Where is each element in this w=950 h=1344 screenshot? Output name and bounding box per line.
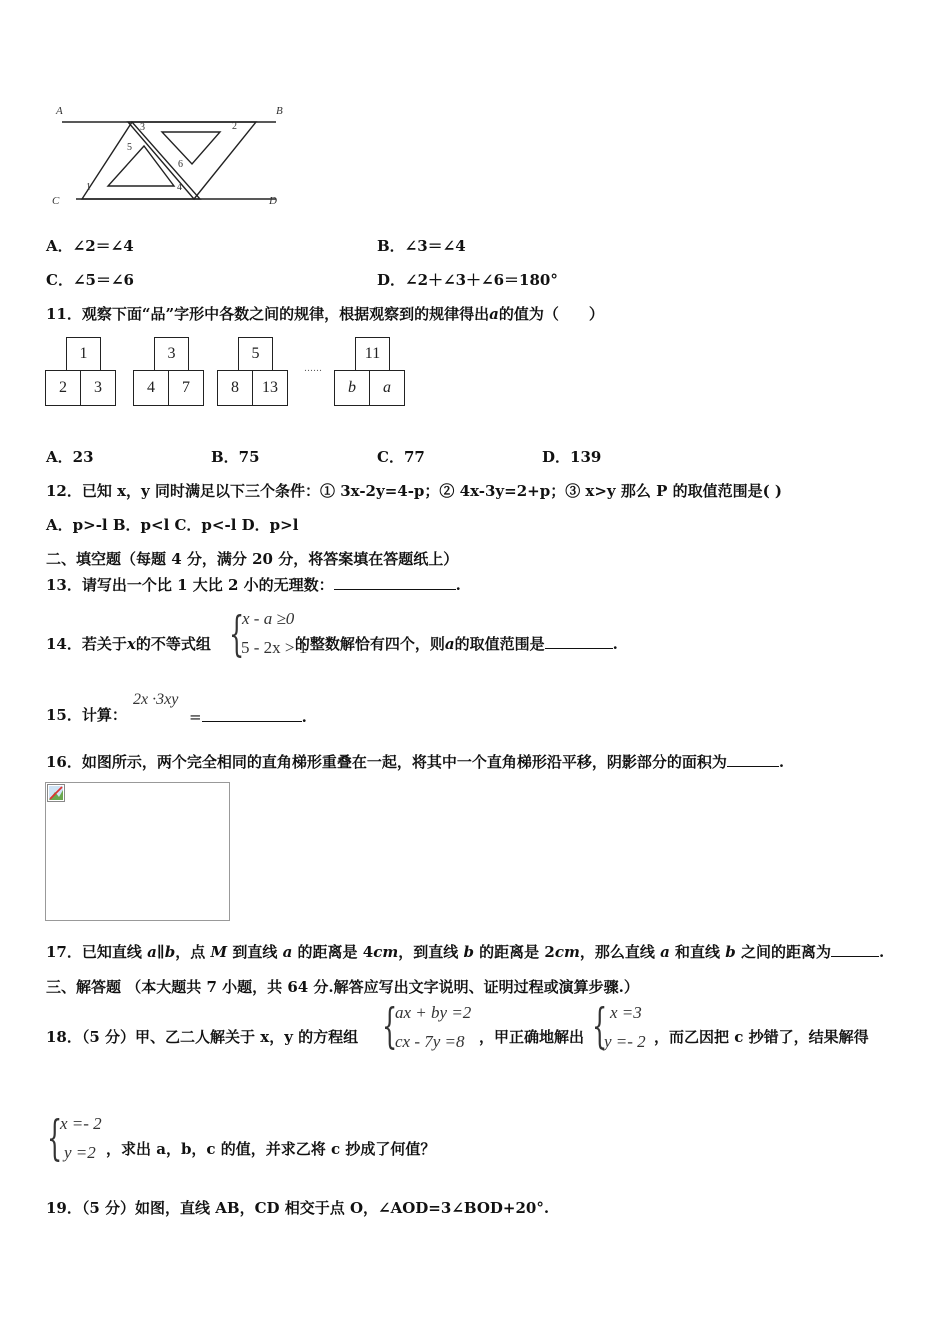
q16-stem xyxy=(46,752,784,772)
broken-image-icon xyxy=(47,784,65,802)
q14-var-a: a xyxy=(444,635,455,653)
q11-g3-right: 13 xyxy=(252,370,288,406)
q10-option-b: B．∠3＝∠4 xyxy=(377,237,466,255)
q17-p4: 的距离是 4 xyxy=(292,943,374,961)
angle-5: 5 xyxy=(127,142,132,153)
q10-option-a: A．∠2＝∠4 xyxy=(46,237,134,255)
q11-option-d: D．139 xyxy=(542,448,602,466)
q18-pre: 18．（5 分）甲、乙二人解关于 x，y 的方程组 xyxy=(46,1028,359,1046)
q18-post: ，而乙因把 c 抄错了，结果解得 xyxy=(654,1028,869,1046)
q11-g4-left: b xyxy=(334,370,370,406)
q17-ab: a∥b xyxy=(147,943,176,961)
q14-pre: 14．若关于 xyxy=(46,635,127,653)
q17-p9: 之间的距离为 xyxy=(735,943,831,961)
q11-g1-left: 2 xyxy=(45,370,81,406)
q11-g2-right: 7 xyxy=(168,370,204,406)
q18-brace-3: { xyxy=(47,1110,63,1166)
triangle-right-outer xyxy=(128,122,256,199)
label-a: A xyxy=(56,105,63,117)
q15-expr: 2x ·3xy xyxy=(133,691,179,708)
q14-mid: 的不等式组 xyxy=(135,635,211,653)
q13-text: 13．请写出一个比 1 大比 2 小的无理数： xyxy=(46,576,334,594)
q18-sys1-line1: ax + by =2 xyxy=(395,1003,472,1022)
section-3-title: 三、解答题 （本大题共 7 小题，共 64 分.解答应写出文字说明、证明过程或演算步骤.） xyxy=(46,978,639,996)
q17-p7: ，那么直线 xyxy=(579,943,661,961)
q17-answer-blank[interactable] xyxy=(831,942,879,957)
q15-end: . xyxy=(301,708,307,726)
q14-post2: 的取值范围是 xyxy=(454,635,545,653)
q15-answer-blank[interactable] xyxy=(202,707,302,722)
q16-image-placeholder xyxy=(45,782,230,921)
q14-sys-line1: x - a ≥0 xyxy=(242,609,295,628)
q17-p6: 的距离是 2 xyxy=(473,943,555,961)
q18-brace-2: { xyxy=(592,998,608,1054)
q17-cm2: cm xyxy=(554,943,580,961)
q14-answer-blank[interactable] xyxy=(545,634,613,649)
q12-stem: 12．已知 x，y 同时满足以下三个条件：① 3x-2y=4-p；② 4x-3y=2+p；③ x>y 那么 P 的取值范围是( ) xyxy=(46,482,783,500)
q11-var-a: a xyxy=(489,305,499,323)
q16-text: 16．如图所示，两个完全相同的直角梯形重叠在一起，将其中一个直角梯形沿平移，阴影部分的面积为 xyxy=(46,753,727,771)
q13-end: . xyxy=(455,576,461,594)
q14-post1: 的整数解恰有四个，则 xyxy=(294,635,445,653)
q18-sys2-line2: y =- 2 xyxy=(604,1032,646,1051)
triangle-right-inner xyxy=(162,132,220,164)
q14-stem xyxy=(46,634,618,654)
q11-stem-post: 的值为（ ） xyxy=(498,305,604,323)
label-c: C xyxy=(52,195,60,207)
q17-p5: ，到直线 xyxy=(398,943,464,961)
q11-option-b: B．75 xyxy=(211,448,260,466)
q17-cm1: cm xyxy=(373,943,399,961)
q18-post2: ，求出 a，b，c 的值，并求乙将 c 抄成了何值？ xyxy=(106,1140,436,1158)
q17-a2: a xyxy=(660,943,670,961)
angle-4: 4 xyxy=(177,182,182,193)
label-b: B xyxy=(276,105,283,117)
q15-stem xyxy=(46,705,127,725)
q16-answer-blank[interactable] xyxy=(727,752,779,767)
q16-end: . xyxy=(778,753,785,771)
q11-g3-left: 8 xyxy=(217,370,253,406)
angle-1: 1 xyxy=(86,182,91,193)
q11-g2-top: 3 xyxy=(154,337,189,371)
angle-3: 3 xyxy=(140,122,145,133)
q11-ellipsis: …… xyxy=(304,364,322,374)
label-d: D xyxy=(269,195,277,207)
q10-figure xyxy=(44,96,294,211)
q11-stem-pre: 11．观察下面“品”字形中各数之间的规律，根据观察到的规律得出 xyxy=(46,305,490,323)
q11-g1-top: 1 xyxy=(66,337,101,371)
q18-sys2-line1: x =3 xyxy=(610,1003,642,1022)
q17-b2: b xyxy=(725,943,736,961)
q11-stem xyxy=(46,304,604,324)
q17-m: M xyxy=(210,943,228,961)
q11-g2-left: 4 xyxy=(133,370,169,406)
q11-option-a: A．23 xyxy=(46,448,94,466)
triangle-left-inner xyxy=(108,146,174,186)
q17-a: a xyxy=(282,943,293,961)
q11-g4-right: a xyxy=(369,370,405,406)
q17-p2: ，点 xyxy=(175,943,211,961)
angle-6: 6 xyxy=(178,159,183,170)
q17-stem xyxy=(46,942,884,962)
q10-option-c: C．∠5＝∠6 xyxy=(46,271,134,289)
angle-2: 2 xyxy=(232,121,237,132)
q11-g1-right: 3 xyxy=(80,370,116,406)
q17-end: . xyxy=(879,943,885,961)
q14-end: . xyxy=(612,635,618,653)
q18-sys3-line2: y =2 xyxy=(64,1143,96,1162)
q18-brace-1: { xyxy=(382,998,398,1054)
q19-stem: 19．（5 分）如图，直线 AB，CD 相交于点 O，∠AOD=3∠BOD+20°. xyxy=(46,1199,550,1217)
q18-sys3-line1: x =- 2 xyxy=(60,1114,102,1133)
q14-var-x: x xyxy=(126,635,136,653)
q13-stem xyxy=(46,575,461,595)
q17-b: b xyxy=(463,943,474,961)
q15-pre: 15．计算： xyxy=(46,706,127,724)
section-2-title: 二、填空题（每题 4 分，满分 20 分，将答案填在答题纸上） xyxy=(46,550,459,568)
q12-options: A．p>-l B．p<l C．p<-l D．p>l xyxy=(46,516,299,534)
q14-sys-line2: 5 - 2x > 1 xyxy=(241,638,308,657)
q18-sys1-line2: cx - 7y =8 xyxy=(395,1032,465,1051)
q15-eq: = xyxy=(189,708,202,726)
q11-g4-top: 11 xyxy=(355,337,390,371)
q18-mid: ，甲正确地解出 xyxy=(479,1028,585,1046)
q17-p8: 和直线 xyxy=(669,943,726,961)
q15-answer xyxy=(189,707,307,727)
q11-option-c: C．77 xyxy=(377,448,425,466)
q17-p3: 到直线 xyxy=(227,943,283,961)
q10-option-d: D．∠2＋∠3＋∠6＝180° xyxy=(377,271,558,289)
q13-answer-blank[interactable] xyxy=(334,575,456,590)
q17-p1: 17．已知直线 xyxy=(46,943,148,961)
q14-brace: { xyxy=(229,606,245,662)
q11-g3-top: 5 xyxy=(238,337,273,371)
